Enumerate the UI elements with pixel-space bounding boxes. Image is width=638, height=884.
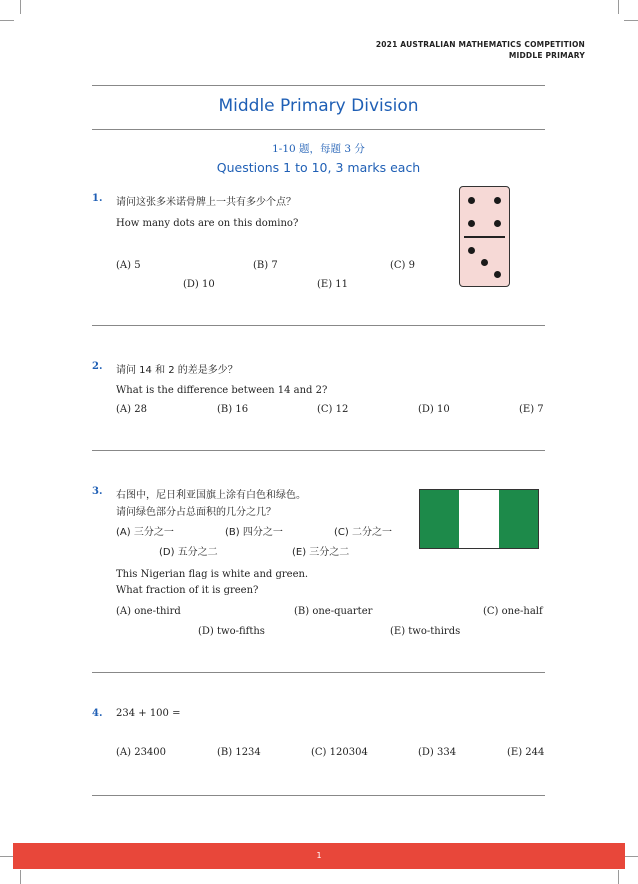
question-text-cn: 请问 14 和 2 的差是多少？ — [116, 365, 238, 376]
option-d: (D) 10 — [183, 279, 215, 290]
crop-mark — [20, 0, 21, 14]
divider — [92, 672, 545, 673]
option-c: (C) 12 — [317, 404, 349, 415]
page-number: 1 — [316, 851, 322, 860]
option-e-cn: (E) 三分之二 — [292, 547, 350, 558]
crop-mark — [20, 870, 21, 884]
domino-dot — [494, 197, 501, 204]
domino-dot — [481, 259, 488, 266]
option-b: (B) 1234 — [217, 747, 261, 758]
domino-figure — [459, 186, 510, 287]
divider — [92, 325, 545, 326]
question-number: 1. — [92, 193, 103, 204]
question-number: 3. — [92, 486, 103, 497]
option-e: (E) 7 — [519, 404, 544, 415]
crop-mark — [624, 856, 638, 857]
option-e: (E) 244 — [507, 747, 545, 758]
section-heading-cn: 1-10 题，每题 3 分 — [272, 143, 365, 155]
option-a: (A) 23400 — [116, 747, 167, 758]
question-text-en: What is the difference between 14 and 2? — [116, 385, 328, 396]
option-a: (A) one-third — [116, 606, 181, 617]
question-text-en: How many dots are on this domino? — [116, 218, 299, 229]
divider — [92, 129, 545, 130]
option-a-cn: (A) 三分之一 — [116, 527, 174, 538]
domino-dot — [468, 247, 475, 254]
flag-green-stripe — [499, 490, 538, 548]
competition-name: 2021 AUSTRALIAN MATHEMATICS COMPETITION — [375, 40, 585, 49]
question-expression: 234 + 100 = — [116, 708, 181, 719]
option-d: (D) 10 — [418, 404, 450, 415]
divider — [92, 85, 545, 86]
question-number: 4. — [92, 708, 103, 719]
division-title: Middle Primary Division — [218, 96, 419, 116]
flag-green-stripe — [420, 490, 459, 548]
crop-mark — [618, 870, 619, 884]
option-c: (C) 120304 — [311, 747, 368, 758]
question-number: 2. — [92, 361, 103, 372]
option-b-cn: (B) 四分之一 — [225, 527, 283, 538]
option-b: (B) one-quarter — [294, 606, 373, 617]
option-b: (B) 16 — [217, 404, 249, 415]
option-d: (D) two-fifths — [198, 626, 265, 637]
question-text-en: This Nigerian flag is white and green. — [116, 569, 309, 580]
division-label: MIDDLE PRIMARY — [508, 51, 585, 60]
domino-dot — [468, 220, 475, 227]
nigerian-flag-figure — [419, 489, 539, 549]
option-d-cn: (D) 五分之二 — [159, 547, 218, 558]
option-c: (C) one-half — [483, 606, 543, 617]
page-footer-band — [13, 843, 625, 869]
divider — [92, 450, 545, 451]
option-e: (E) two-thirds — [390, 626, 461, 637]
option-d: (D) 334 — [418, 747, 457, 758]
question-text-en: What fraction of it is green? — [116, 585, 259, 596]
domino-dot — [494, 220, 501, 227]
option-e: (E) 11 — [317, 279, 349, 290]
domino-dot — [468, 197, 475, 204]
question-text-cn: 请问这张多米诺骨牌上一共有多少个点？ — [116, 197, 296, 208]
question-text-cn: 请问绿色部分占总面积的几分之几？ — [116, 507, 276, 518]
flag-white-stripe — [459, 490, 498, 548]
option-a: (A) 5 — [116, 260, 141, 271]
crop-mark — [0, 20, 14, 21]
domino-divider — [464, 236, 505, 238]
question-text-cn: 右图中，尼日利亚国旗上涂有白色和绿色。 — [116, 490, 306, 501]
competition-header — [376, 39, 585, 61]
crop-mark — [624, 20, 638, 21]
section-heading-en: Questions 1 to 10, 3 marks each — [216, 160, 421, 175]
option-c-cn: (C) 二分之一 — [334, 527, 392, 538]
crop-mark — [0, 856, 14, 857]
crop-mark — [618, 0, 619, 14]
divider — [92, 795, 545, 796]
option-b: (B) 7 — [253, 260, 278, 271]
option-c: (C) 9 — [390, 260, 415, 271]
option-a: (A) 28 — [116, 404, 147, 415]
domino-dot — [494, 271, 501, 278]
